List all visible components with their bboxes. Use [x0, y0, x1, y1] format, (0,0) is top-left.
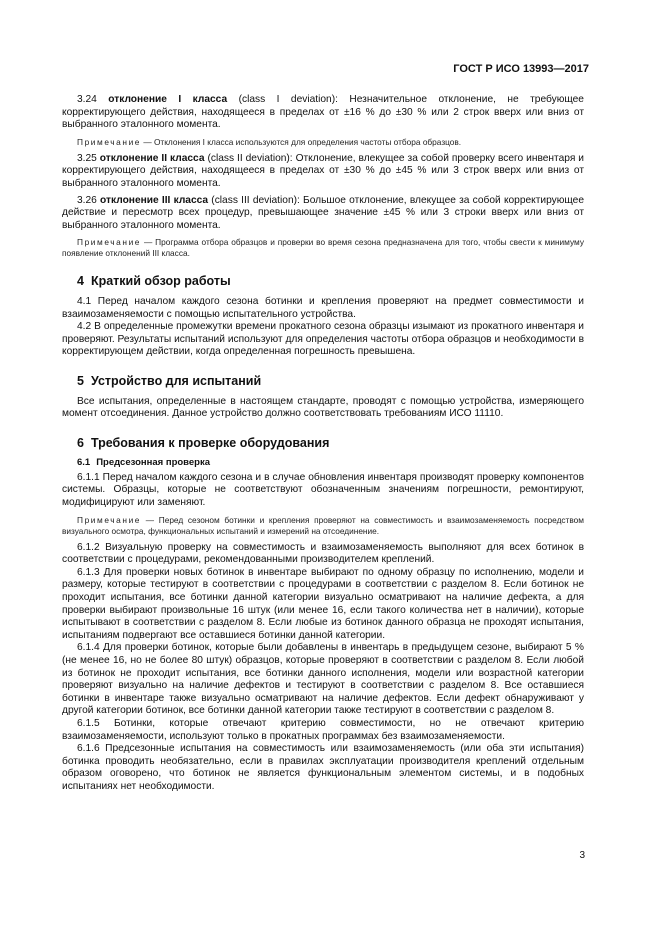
paragraph-4-2: 4.2 В определенные промежутки времени прокатного сезона образцы изымают из прокатного инвентаря и проверяют. Результаты испытаний используют для определения частоты отбора образцов и необходимости в корректирующем действии, когда определенная погрешность превышена. — [62, 321, 584, 358]
section-heading-5 — [62, 375, 584, 388]
note-2 — [62, 237, 584, 259]
note-label: Примечание — [77, 514, 142, 525]
subsection-heading-6-1 — [62, 457, 584, 470]
definition-3-25 — [62, 153, 584, 191]
paragraph-6-1-5: 6.1.5 Ботинки, которые отвечают критерию совместимости, но не отвечают критерию взаимозаменяемости, используют только в прокатных программах без взаимозаменяемости. — [62, 717, 584, 742]
paragraph-6-1-6: 6.1.6 Предсезонные испытания на совместимость или взаимозаменяемость (или оба эти испытания) ботинка проводить необязательно, если в правилах эксплуатации производителя креплений отдельным образом оговорено, что ботинок не является функциональным элементом системы, и в подобных испытаниях нет необходимости. — [62, 743, 584, 792]
note-text: — Перед сезоном ботинки и крепления проверяют на совместимость и взаимозаменяемость посредством визуального осмотра, функциональных испытаний и измерений на отсоединение. — [62, 514, 584, 536]
paragraph-6-1-2: 6.1.2 Визуальную проверку на совместимость и взаимозаменяемость выполняют для всех ботинок в соответствии с процедурами, рекомендованными производителем креплений. — [62, 541, 584, 566]
section-title: Устройство для испытаний — [90, 373, 262, 388]
section-heading-4 — [62, 275, 584, 288]
section-number: 6 — [77, 435, 84, 450]
clause-number: 3.26 — [77, 194, 97, 206]
clause-number: 3.25 — [77, 152, 97, 164]
document-header: ГОСТ Р ИСО 13993—2017 — [453, 63, 589, 75]
paragraph-5: Все испытания, определенные в настоящем стандарте, проводят с помощью устройства, измеряющего момент отсоединения. Данное устройство должно соответствовать требованиям ИСО 11110. — [62, 395, 584, 420]
note-text: — Отклонения I класса используются для определения частоты отбора образцов. — [141, 136, 462, 147]
section-number: 5 — [77, 373, 84, 388]
clause-number: 3.24 — [77, 94, 97, 105]
definition-text: (class III deviation): Большое отклонение, влекущее за собой корректирующее действие и пересмотр всех процедур, превышающее значение ±45 % или 3 строки вверх или вниз от выбранного эталонного момента. — [62, 194, 584, 231]
paragraph-4-1: 4.1 Перед началом каждого сезона ботинки и крепления проверяют на предмет совместимости и взаимозаменяемости с помощью испытательного устройства. — [62, 295, 584, 320]
term: отклонение III класса — [100, 194, 209, 206]
subsection-number: 6.1 — [77, 457, 91, 469]
definition-text: (class II deviation): Отклонение, влекущее за собой проверку всего инвентаря и корректирующего действия, находящееся в пределах от ±30 % до ±45 % или 3 строк вверх или вниз от выбранного эталонного момента. — [62, 152, 584, 189]
paragraph-6-1-3: 6.1.3 Для проверки новых ботинок в инвентаре выбирают по одному образцу по исполнению, модели и размеру, которые тестируют в соответствии с процедурами в соответствии с разделом 8. Если ботинок не проходит испытания, все ботинки данной категории визуально осматривают на наличие дефекта, а для проверки выбирают произвольные 16 штук (или менее 16, если такого количества нет в наличии), которые испытывают в соответствии с разделом 8. Если любые из ботинок данного образца не проходят испытания, испытаниям подвергают все оставшиеся ботинки данной категории. — [62, 566, 584, 641]
subsection-title: Предсезонная проверка — [96, 457, 211, 469]
note-label: Примечание — [77, 237, 142, 248]
definition-text: (class I deviation): Незначительное отклонение, не требующее корректирующего действия, находящееся в пределах от ±16 % до ±30 % или 2 строк вверх или вниз от выбранного эталонного момента. — [62, 94, 584, 131]
definition-3-24 — [62, 94, 584, 132]
document-body — [62, 94, 584, 794]
section-title: Краткий обзор работы — [90, 274, 231, 289]
note-text: — Программа отбора образцов и проверки во время сезона предназначена для того, чтобы свести к минимуму появление отклонений III класса. — [62, 237, 584, 259]
page-number: 3 — [579, 850, 585, 861]
paragraph-6-1-4: 6.1.4 Для проверки ботинок, которые были добавлены в инвентарь в предыдущем сезоне, выбирают 5 % (не менее 16, но не более 80 штук) образцов, которые проверяют в соответствии с разделом 8. Если любой из ботинок не проходит испытания, все ботинки данного исполнения, модели или возрастной категории проверяют визуально на наличие дефектов и тестируют в соответствии с разделом 8. Все оставшиеся ботинки в инвентаре также визуально осматривают на наличие дефектов. Если дефект обнаруживают у другой категории ботинок, все ботинки данной категории также тестируют в соответствии с разделом 8. — [62, 642, 584, 717]
note-3 — [62, 515, 584, 537]
section-heading-6 — [62, 437, 584, 450]
term: отклонение I класса — [108, 94, 228, 105]
term: отклонение II класса — [99, 152, 205, 164]
section-title: Требования к проверке оборудования — [90, 435, 330, 450]
paragraph-6-1-1: 6.1.1 Перед началом каждого сезона и в случае обновления инвентаря производят проверку компонентов системы. Образцы, которые не соответствуют обозначенным значениям погрешности, ремонтируют, модифицируют или заменяют. — [62, 471, 584, 509]
note-label: Примечание — [77, 136, 142, 147]
definition-3-26 — [62, 195, 584, 233]
note-1 — [62, 137, 584, 148]
section-number: 4 — [77, 274, 84, 289]
